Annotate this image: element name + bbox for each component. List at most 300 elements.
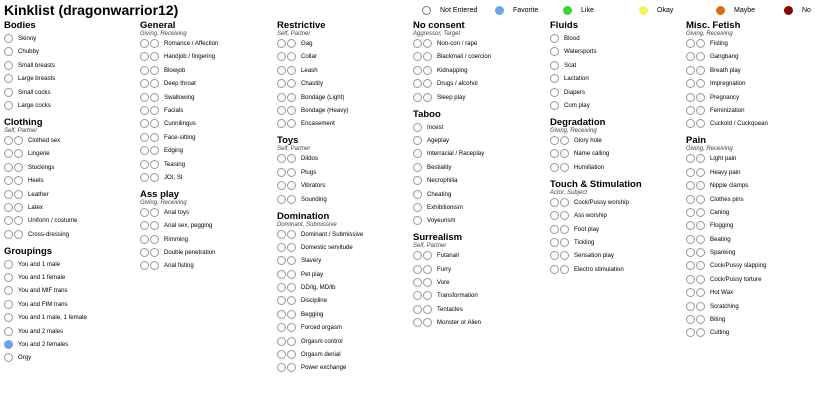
choice-circle[interactable] — [140, 119, 149, 128]
choice-circle[interactable] — [150, 173, 159, 182]
choice-circle[interactable] — [287, 363, 296, 372]
choice-circle[interactable] — [140, 160, 149, 169]
kink-row-monster-or-alien — [413, 317, 547, 328]
choice-circle[interactable] — [696, 302, 705, 311]
choice-circle[interactable] — [686, 275, 695, 284]
choice-circle[interactable] — [150, 52, 159, 61]
choice-circle[interactable] — [423, 79, 432, 88]
choice-circle[interactable] — [550, 136, 559, 145]
choice-circle[interactable] — [413, 318, 422, 327]
choice-circle[interactable] — [277, 350, 286, 359]
choice-circle[interactable] — [560, 163, 569, 172]
kink-row-scat — [550, 60, 684, 71]
choice-circle[interactable] — [14, 230, 23, 239]
choice-circle[interactable] — [150, 208, 159, 217]
category-column — [277, 20, 411, 379]
choice-circle[interactable] — [287, 296, 296, 305]
kink-label: Ageplay — [427, 136, 450, 144]
choice-circle[interactable] — [277, 66, 286, 75]
kink-row-cuckold-cuckquean — [686, 118, 820, 129]
choice-circle[interactable] — [277, 195, 286, 204]
choice-circle[interactable] — [140, 66, 149, 75]
choice-circle[interactable] — [696, 221, 705, 230]
choice-circle[interactable] — [696, 168, 705, 177]
choice-circle[interactable] — [4, 353, 13, 362]
choice-circle[interactable] — [287, 181, 296, 190]
choice-circle[interactable] — [4, 230, 13, 239]
kink-label: Lingerie — [28, 150, 50, 158]
category-taboo — [413, 109, 547, 227]
choice-circle[interactable] — [413, 265, 422, 274]
choice-circle[interactable] — [686, 154, 695, 163]
choice-circle[interactable] — [560, 211, 569, 220]
choice-circle[interactable] — [140, 93, 149, 102]
choice-circle[interactable] — [696, 79, 705, 88]
kink-label: Leather — [28, 190, 49, 198]
kink-label: Face-sitting — [164, 133, 196, 141]
choice-circle[interactable] — [4, 101, 13, 110]
choice-circle[interactable] — [686, 221, 695, 230]
category-title: Clothing — [4, 116, 43, 128]
choice-circle[interactable] — [413, 149, 422, 158]
kink-label: Slavery — [301, 257, 322, 265]
choice-circle[interactable] — [686, 248, 695, 257]
kink-label: Flogging — [710, 222, 734, 230]
kink-label: Cuckold / Cuckquean — [710, 120, 768, 128]
choice-circle[interactable] — [550, 238, 559, 247]
choice-circle[interactable] — [423, 278, 432, 287]
category-column — [550, 20, 684, 281]
choice-circle[interactable] — [4, 273, 13, 282]
choice-circle[interactable] — [696, 52, 705, 61]
choice-circle[interactable] — [686, 79, 695, 88]
choice-circle[interactable] — [550, 61, 559, 70]
kink-label: Swallowing — [164, 93, 195, 101]
choice-circle[interactable] — [560, 149, 569, 158]
legend-item-okay — [639, 6, 716, 15]
choice-circle[interactable] — [150, 106, 159, 115]
kink-row-diapers — [550, 87, 684, 98]
choice-circle[interactable] — [423, 318, 432, 327]
choice-circle[interactable] — [696, 93, 705, 102]
choice-circle[interactable] — [14, 163, 23, 172]
category-subtitle: Self, Partner — [4, 127, 38, 134]
kink-row-domestic-servitude — [277, 242, 411, 253]
kink-label: Small breasts — [18, 61, 55, 69]
choice-circle[interactable] — [277, 119, 286, 128]
choice-circle[interactable] — [413, 136, 422, 145]
kink-label: Vore — [437, 279, 450, 287]
choice-circle[interactable] — [277, 230, 286, 239]
kink-label: Dildos — [301, 155, 318, 163]
choice-circle[interactable] — [550, 34, 559, 43]
kink-row-sensation-play — [550, 250, 684, 261]
kink-label: You and 2 males — [18, 327, 64, 335]
category-title: No consent — [413, 20, 465, 31]
choice-circle[interactable] — [560, 265, 569, 274]
choice-circle[interactable] — [4, 327, 13, 336]
choice-circle[interactable] — [413, 93, 422, 102]
choice-circle[interactable] — [550, 74, 559, 83]
choice-circle[interactable] — [550, 149, 559, 158]
choice-circle[interactable] — [560, 251, 569, 260]
choice-circle[interactable] — [150, 133, 159, 142]
kink-row-romance-affection — [140, 38, 274, 49]
choice-circle[interactable] — [140, 248, 149, 257]
choice-circle[interactable] — [686, 302, 695, 311]
choice-circle[interactable] — [287, 52, 296, 61]
choice-circle[interactable] — [550, 265, 559, 274]
choice-circle[interactable] — [140, 106, 149, 115]
kink-row-heavy-pain — [686, 167, 820, 178]
choice-circle[interactable] — [686, 168, 695, 177]
choice-circle[interactable] — [550, 88, 559, 97]
choice-circle[interactable] — [4, 34, 13, 43]
choice-circle[interactable] — [140, 221, 149, 230]
choice-circle[interactable] — [140, 173, 149, 182]
choice-circle[interactable] — [150, 160, 159, 169]
kink-row-handjob-fingering — [140, 51, 274, 62]
yellow-circle-icon — [639, 6, 648, 15]
choice-circle[interactable] — [140, 261, 149, 270]
kink-label: Ass worship — [574, 212, 607, 220]
choice-circle[interactable] — [686, 39, 695, 48]
choice-circle[interactable] — [287, 39, 296, 48]
kink-row-facials — [140, 105, 274, 116]
choice-circle[interactable] — [287, 93, 296, 102]
choice-circle[interactable] — [423, 39, 432, 48]
choice-circle[interactable] — [4, 176, 13, 185]
choice-circle[interactable] — [560, 136, 569, 145]
choice-circle[interactable] — [696, 181, 705, 190]
choice-circle[interactable] — [696, 235, 705, 244]
kink-label: Domestic servitude — [301, 243, 353, 251]
legend-item-maybe — [716, 6, 784, 15]
category-column — [4, 20, 138, 369]
category-subtitle: Giving, Receiving — [140, 31, 187, 37]
kink-row-non-con-rape — [413, 38, 547, 49]
choice-circle[interactable] — [277, 363, 286, 372]
kink-row-begging — [277, 309, 411, 320]
choice-circle[interactable] — [150, 119, 159, 128]
choice-circle[interactable] — [277, 79, 286, 88]
kink-label: Cutting — [710, 329, 730, 337]
choice-circle[interactable] — [413, 291, 422, 300]
choice-circle[interactable] — [413, 305, 422, 314]
category-title: Bodies — [4, 20, 36, 31]
choice-circle[interactable] — [413, 39, 422, 48]
choice-circle[interactable] — [560, 225, 569, 234]
kink-row-collar — [277, 51, 411, 62]
choice-circle[interactable] — [150, 146, 159, 155]
choice-circle[interactable] — [287, 337, 296, 346]
choice-circle[interactable] — [4, 216, 13, 225]
choice-circle[interactable] — [4, 190, 13, 199]
choice-circle[interactable] — [277, 323, 286, 332]
choice-circle[interactable] — [423, 66, 432, 75]
choice-circle[interactable] — [277, 310, 286, 319]
choice-circle[interactable] — [696, 208, 705, 217]
choice-circle[interactable] — [150, 235, 159, 244]
choice-circle[interactable] — [287, 230, 296, 239]
choice-circle[interactable] — [413, 176, 422, 185]
choice-circle[interactable] — [150, 93, 159, 102]
kink-row-bestiality — [413, 162, 547, 173]
choice-circle[interactable] — [14, 136, 23, 145]
choice-circle[interactable] — [150, 66, 159, 75]
kink-row-anal-toys — [140, 207, 274, 218]
kink-label: Orgasm control — [301, 337, 343, 345]
kink-label: Teasing — [164, 160, 186, 168]
kink-row-encasement — [277, 118, 411, 129]
choice-circle[interactable] — [4, 260, 13, 269]
choice-circle[interactable] — [696, 119, 705, 128]
category-restrictive — [277, 20, 411, 129]
choice-circle[interactable] — [413, 203, 422, 212]
choice-circle[interactable] — [4, 340, 13, 349]
category-groupings — [4, 246, 138, 364]
choice-circle[interactable] — [287, 323, 296, 332]
choice-circle[interactable] — [413, 66, 422, 75]
choice-circle[interactable] — [287, 154, 296, 163]
choice-circle[interactable] — [287, 79, 296, 88]
choice-circle[interactable] — [696, 39, 705, 48]
kink-row-chastity — [277, 78, 411, 89]
kink-label: Feminization — [710, 106, 745, 114]
choice-circle[interactable] — [686, 328, 695, 337]
choice-circle[interactable] — [140, 52, 149, 61]
choice-circle[interactable] — [686, 261, 695, 270]
choice-circle[interactable] — [14, 216, 23, 225]
kink-row-forced-orgasm — [277, 322, 411, 333]
category-subtitle: Giving, Receiving — [686, 31, 733, 37]
category-title: Groupings — [4, 245, 53, 257]
choice-circle[interactable] — [150, 221, 159, 230]
choice-circle[interactable] — [277, 337, 286, 346]
choice-circle[interactable] — [287, 256, 296, 265]
choice-circle[interactable] — [696, 195, 705, 204]
kink-label: Furry — [437, 265, 452, 273]
kink-label: Orgasm denial — [301, 351, 341, 359]
kink-label: Uniform / costume — [28, 217, 78, 225]
kink-label: You and 1 male, 1 female — [18, 314, 87, 322]
choice-circle[interactable] — [696, 66, 705, 75]
choice-circle[interactable] — [140, 133, 149, 142]
choice-circle[interactable] — [550, 47, 559, 56]
choice-circle[interactable] — [686, 315, 695, 324]
choice-circle[interactable] — [423, 251, 432, 260]
choice-circle[interactable] — [4, 286, 13, 295]
choice-circle[interactable] — [150, 248, 159, 257]
category-column — [413, 20, 547, 334]
choice-circle[interactable] — [686, 52, 695, 61]
choice-circle[interactable] — [277, 283, 286, 292]
choice-circle[interactable] — [413, 52, 422, 61]
kink-label: Electro stimulation — [574, 265, 624, 273]
category-subtitle: Self, Partner — [413, 243, 447, 250]
choice-circle[interactable] — [686, 181, 695, 190]
kink-label: Blood — [564, 35, 580, 42]
choice-circle[interactable] — [287, 66, 296, 75]
choice-circle[interactable] — [686, 288, 695, 297]
choice-circle[interactable] — [277, 52, 286, 61]
choice-circle[interactable] — [4, 313, 13, 322]
choice-circle[interactable] — [550, 198, 559, 207]
category-no-consent — [413, 20, 547, 103]
kink-row-chubby — [4, 46, 138, 57]
choice-circle[interactable] — [14, 203, 23, 212]
category-ass-play — [140, 189, 274, 272]
kink-label: Deep throat — [164, 80, 196, 88]
choice-circle[interactable] — [277, 256, 286, 265]
choice-circle[interactable] — [413, 251, 422, 260]
choice-circle[interactable] — [287, 270, 296, 279]
choice-circle[interactable] — [696, 248, 705, 257]
choice-circle[interactable] — [4, 136, 13, 145]
choice-circle[interactable] — [423, 305, 432, 314]
choice-circle[interactable] — [277, 243, 286, 252]
kink-label: Discipline — [301, 297, 328, 305]
dark-red-circle-icon — [784, 6, 793, 15]
choice-circle[interactable] — [277, 106, 286, 115]
choice-circle[interactable] — [550, 211, 559, 220]
choice-circle[interactable] — [287, 168, 296, 177]
kink-label: Facials — [164, 106, 184, 114]
kink-label: Cross-dressing — [28, 230, 69, 238]
choice-circle[interactable] — [277, 296, 286, 305]
kink-row-cross-dressing — [4, 229, 138, 240]
choice-circle[interactable] — [14, 149, 23, 158]
kink-label: Anal fisting — [164, 262, 194, 270]
choice-circle[interactable] — [423, 291, 432, 300]
choice-circle[interactable] — [4, 74, 13, 83]
choice-circle[interactable] — [413, 163, 422, 172]
choice-circle[interactable] — [287, 195, 296, 204]
kink-row-orgy — [4, 352, 138, 363]
choice-circle[interactable] — [150, 39, 159, 48]
choice-circle[interactable] — [423, 52, 432, 61]
kink-label: Pregnancy — [710, 93, 740, 101]
choice-circle[interactable] — [14, 176, 23, 185]
choice-circle[interactable] — [150, 261, 159, 270]
kink-row-watersports — [550, 46, 684, 57]
choice-circle[interactable] — [140, 235, 149, 244]
choice-circle[interactable] — [277, 154, 286, 163]
choice-circle[interactable] — [696, 328, 705, 337]
category-bodies — [4, 20, 138, 111]
choice-circle[interactable] — [696, 106, 705, 115]
choice-circle[interactable] — [550, 251, 559, 260]
kink-label: Bondage (Heavy) — [301, 106, 349, 114]
choice-circle[interactable] — [277, 270, 286, 279]
kink-label: Interracial / Raceplay — [427, 150, 485, 158]
choice-circle[interactable] — [4, 47, 13, 56]
choice-circle[interactable] — [287, 106, 296, 115]
choice-circle[interactable] — [550, 101, 559, 110]
kink-row-name-calling — [550, 148, 684, 159]
choice-circle[interactable] — [413, 79, 422, 88]
kink-row-cum-play — [550, 100, 684, 111]
kink-row-flogging — [686, 220, 820, 231]
choice-circle[interactable] — [560, 238, 569, 247]
choice-circle[interactable] — [4, 61, 13, 70]
choice-circle[interactable] — [413, 216, 422, 225]
choice-circle[interactable] — [277, 168, 286, 177]
choice-circle[interactable] — [686, 106, 695, 115]
choice-circle[interactable] — [140, 208, 149, 217]
choice-circle[interactable] — [4, 88, 13, 97]
kink-label: Nipple clamps — [710, 182, 749, 190]
choice-circle[interactable] — [4, 203, 13, 212]
kink-label: Impregnation — [710, 80, 746, 88]
choice-circle[interactable] — [4, 300, 13, 309]
choice-circle[interactable] — [423, 265, 432, 274]
choice-circle[interactable] — [287, 310, 296, 319]
choice-circle[interactable] — [696, 288, 705, 297]
choice-circle[interactable] — [287, 350, 296, 359]
choice-circle[interactable] — [686, 66, 695, 75]
kink-label: Sleep play — [437, 93, 466, 101]
choice-circle[interactable] — [140, 39, 149, 48]
choice-circle[interactable] — [696, 315, 705, 324]
choice-circle[interactable] — [287, 283, 296, 292]
kink-row-clothed-sex — [4, 135, 138, 146]
choice-circle[interactable] — [560, 198, 569, 207]
choice-circle[interactable] — [150, 79, 159, 88]
choice-circle[interactable] — [413, 190, 422, 199]
kink-row-small-cocks — [4, 87, 138, 98]
choice-circle[interactable] — [686, 195, 695, 204]
kink-label: Gag — [301, 40, 313, 47]
legend-item-no — [784, 6, 822, 15]
choice-circle[interactable] — [14, 190, 23, 199]
choice-circle[interactable] — [686, 208, 695, 217]
choice-circle[interactable] — [696, 261, 705, 270]
choice-circle[interactable] — [287, 243, 296, 252]
choice-circle[interactable] — [696, 275, 705, 284]
choice-circle[interactable] — [550, 163, 559, 172]
kink-row-furry — [413, 264, 547, 275]
kink-row-lactation — [550, 73, 684, 84]
choice-circle[interactable] — [277, 39, 286, 48]
kink-label: Stockings — [28, 163, 55, 171]
category-title: Touch & Stimulation — [550, 178, 642, 190]
choice-circle[interactable] — [4, 163, 13, 172]
choice-circle[interactable] — [287, 119, 296, 128]
kink-label: Scratching — [710, 302, 739, 310]
kink-row-necrophilia — [413, 175, 547, 186]
category-title: Toys — [277, 135, 299, 147]
choice-circle[interactable] — [277, 181, 286, 190]
category-general — [140, 20, 274, 183]
choice-circle[interactable] — [4, 149, 13, 158]
choice-circle[interactable] — [140, 79, 149, 88]
choice-circle[interactable] — [686, 93, 695, 102]
category-title: Surrealism — [413, 232, 463, 244]
category-title: Taboo — [413, 108, 441, 120]
choice-circle[interactable] — [277, 93, 286, 102]
choice-circle[interactable] — [140, 146, 149, 155]
choice-circle[interactable] — [550, 225, 559, 234]
choice-circle[interactable] — [423, 93, 432, 102]
choice-circle[interactable] — [686, 235, 695, 244]
kink-row-gangbang — [686, 51, 820, 62]
category-subtitle: Giving, Receiving — [140, 199, 187, 206]
choice-circle[interactable] — [413, 123, 422, 132]
choice-circle[interactable] — [686, 119, 695, 128]
choice-circle[interactable] — [696, 154, 705, 163]
choice-circle[interactable] — [413, 278, 422, 287]
